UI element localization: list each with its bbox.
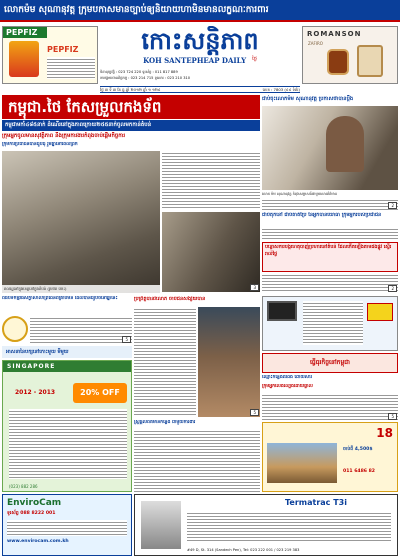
termatrac-text [187,511,391,541]
top-banner [0,0,400,22]
left-story2-text [30,316,132,344]
right-story-person [326,116,364,172]
main-story-headline [2,95,260,119]
main-story-deck-1: ក្រុមអ្នកចូលមានសុវត្ថិភាព នឹងក្រុមការងារកំពុងចាប់ផ្តើមកិច្ចការ [2,133,126,139]
masthead [100,26,300,86]
masthead-contact-1: ទិនានុប្បវត្តិ : 023 724 220 ទូរស័ព្ទ : 011 817 889 [100,70,178,74]
right-story-text [262,198,398,210]
termatrac-address: #49 D, St. 314 (Sandech Pen), Tel: 023 222 001 / 023 219 383 [187,548,300,552]
envirocam-brand: EnviroCam [7,498,62,508]
left-story2-page: 5 [122,336,131,343]
main-story-page: 3 [250,284,259,291]
right-story-headline: ជាប់ចុះលោកម៉ម សុណានុវត្ត ប្រកាសថាបានប្តឹង [262,96,354,102]
lcd-price-badge [367,303,393,321]
watch-icon-2 [357,45,383,77]
envirocam-ad [2,494,132,556]
main-headline: កម្ពុជា.ថៃ កែសម្រួលកងទ័ព [8,98,162,116]
main-subhead: កម្ពុជាមកាំ៤៨៥នាក់ ដំណើរនៅក្នុងភាពក្រោយ២៥៥នាក់ចូលមកកាន់តំបន់ [5,122,152,128]
pepfiz-brand: PEPFIZ [3,27,47,38]
masthead-contact-2: ការផ្សាយពាណិជ្ជកម្ម : 023 214 715 ទូរសារ : 023 210 310 [100,76,191,80]
singapore-name: SINGAPORE [3,361,131,372]
lcd-ad [262,296,398,351]
lower-center-text [134,429,260,492]
small-story-headline: អាសនានៃបក្សនៅកោះមួយ មីមួយ [6,349,69,355]
mid-right-story2-text [262,273,398,293]
edition-number: លេខ : 7803 (៤៤ ទំព័រ) [262,86,300,92]
center-story-headline: ប្រព្រឹត្តបានរំលោភ ចាប់ជនសង្ស័យបាន [134,296,206,302]
termatrac-device-image [141,501,181,549]
lower-right-headline-1: ស្ត្រីផ្តល់ព័ត៌មានកន្លែង ជាមួយការងារ [134,420,196,425]
lower-right-headline-2: ឈ្មោះកន្លែងពីរដង ដោយសារ [262,375,313,380]
pepfiz-product-image [9,41,39,77]
lcd-ad-text [303,301,363,345]
envirocam-phone: ទូរស័ព្ទ 088 8222 001 [7,511,56,516]
singapore-discount-badge [73,383,127,403]
lower-right-headline-3: ក្រុមអ្នកលេងល្បែងដោយផ្ទាល់ [262,384,313,389]
tv-icon [267,301,297,321]
center-story-page: 5 [250,409,259,416]
property-ad [262,422,398,492]
main-story-deck-2: ក្រុមការប្រជាជនបានជួបជុំ រួមគ្នានៅពេលព្រឹក [2,142,78,147]
mid-right-story1-text [262,227,398,241]
mid-right-story1-headline: ជាប់គុកនៅ ជាប់គាត់ប្រែ នៃអ្នកបានយោធា ក្រុមអ្នករបស់ប្រជាជន [262,212,382,218]
singapore-ad-text [9,409,127,479]
right-story-page: 2 [388,202,397,209]
singapore-year: 2012 - 2013 [15,389,56,396]
mid-right-story2 [262,242,398,272]
center-story-text [134,307,196,417]
left-story2-headline: ពិធីបិទកម្មវិធីសិក្ខាសាលាព្រំដែនពីគ្រាប់មីន ដែលបានរៀបចំនៅឆ្នាំនេះ [2,296,118,301]
singapore-phone: (023) 882 286 [9,484,38,489]
date-strip [100,86,300,93]
pepfiz-lines [47,57,95,79]
main-story-caption: ពលរដ្ឋនៅក្នុងខេត្តនៅក្នុងតំបន់ (រូបថត កោះ) [2,285,160,293]
mid-right-story2-headline: បន្ទោសការបង្កហេតុបាញ់ប្រហារនៅតំបន់ ដែលកើតឡើងតាមដងផ្លូវ ស្ទើររាល់ថ្ងៃ [265,245,392,257]
property-price-banner: 18 [376,426,393,440]
pepfiz-text: PEPFIZ [47,45,79,54]
envirocam-web: www.envirocam.com.kh [7,539,69,544]
termatrac-ad [134,494,398,556]
property-phone: 011 6486 82 [343,469,375,474]
lower-right-page: 5 [388,413,397,420]
main-story-subhead [2,120,260,131]
lower-right-ad-title: ធ្វើធុរកិច្ចនៅកម្ពុជា [310,359,350,366]
termatrac-title: Termatrac T3i [285,498,347,507]
mid-right-story2-page: 2 [388,285,397,292]
masthead-latin [100,56,300,65]
date-line: ថ្ងៃ ៣ ទី ៣ ខែ ធ្នូ ឆ្នាំ ២០១២ ឆ្នាំ ១ ១២៤ [100,86,161,92]
lower-right-text [262,393,398,421]
small-story [2,346,132,358]
pepfiz-ad [2,26,98,84]
envirocam-text [7,520,127,536]
masthead-logo: កោះសន្តិភាព [141,26,259,55]
center-story-photo [198,307,260,417]
watch-icon [327,49,349,75]
right-story-caption: លោក ម៉ម សុណានុវត្ត កំពុងសម្ភាសន៍ជាមួយសារព័ត៌មាន [262,192,338,196]
property-photo [267,443,337,483]
main-story-photo-2 [162,212,260,292]
main-story-text [162,151,260,209]
romanson-sub: ZAFIRO [308,41,323,46]
singapore-ad [2,360,132,492]
masthead-latin-title: KOH SANTEPHEAP DAILY [143,56,247,65]
top-banner-headline: លោកម៉ម សុណានុវត្ត ក្រុមបកាសមានច្បាប់ឲ្យនិយាយហាមិនមានលក្ខណៈការពារ [4,5,269,15]
lower-right-ad [262,353,398,373]
property-price-note: ចាប់ពី 4,500$ [343,447,373,452]
right-story-photo [262,106,398,190]
main-story-photo [2,151,160,293]
masthead-latin-right: ថ្ងៃ [252,56,257,62]
left-story2-logo [2,316,28,342]
romanson-ad [302,26,398,84]
romanson-brand: ROMANSON [307,30,362,38]
singapore-discount: 20% OFF [80,388,120,397]
